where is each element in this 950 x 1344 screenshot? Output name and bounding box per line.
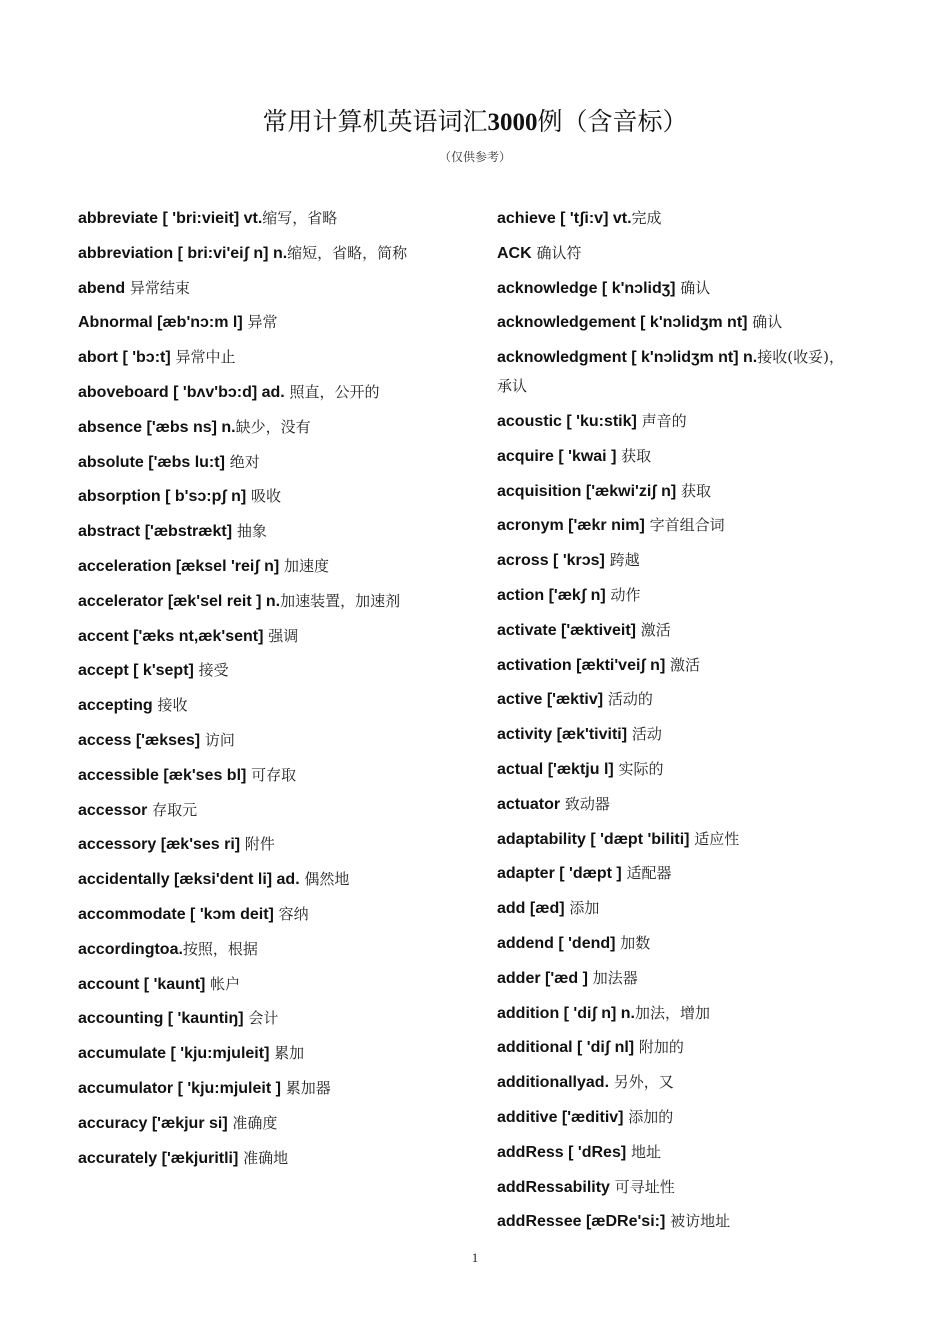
vocab-definition: 激活 [665,655,701,674]
vocab-entry [78,343,428,372]
vocab-entry [78,239,428,268]
vocab-entry [78,378,428,407]
page-subtitle: （仅供参考） [438,150,511,164]
vocab-word: acquire [ 'kwai ] [497,447,617,465]
vocab-entry [78,726,428,755]
vocab-definition: 确认符 [531,243,582,262]
vocab-word: abort [ 'bɔ:t] [78,349,171,367]
vocab-word: activity [æk'tiviti] [497,726,628,744]
vocab-entry [497,239,847,268]
vocab-entry [78,970,428,999]
vocab-entry [78,517,428,546]
vocab-word: actual ['æktju l] [497,760,614,778]
vocab-word: additive ['æditiv] [497,1108,624,1126]
vocab-word: accepting [78,697,153,715]
vocab-entry [78,204,428,233]
vocab-definition: 活动的 [603,690,653,709]
vocab-word: accidentally [æksi'dent li] ad. [78,871,300,889]
vocab-entry [78,900,428,929]
vocab-word: active ['æktiv] [497,691,604,709]
page-title [0,104,950,141]
vocab-entry [497,546,847,575]
vocab-entry [78,935,428,964]
vocab-entry [78,1004,428,1033]
vocab-entry [78,691,428,720]
vocab-word: additional [ 'diʃ nl] [497,1039,635,1057]
vocab-definition: 偶然地 [299,870,350,889]
page-number: 1 [471,1250,479,1265]
vocab-entry [78,448,428,477]
vocab-entry [497,1173,847,1202]
vocab-definition: 获取 [676,481,711,500]
vocab-entry [497,825,847,854]
vocab-definition: 添加的 [623,1107,674,1126]
vocab-word: actuator [497,795,561,813]
right-column [497,204,847,1242]
vocab-word: adder ['æd ] [497,969,588,987]
vocab-word: activate ['æktiveit] [497,621,636,639]
vocab-word: accent ['æks nt,æk'sent] [78,627,264,645]
vocab-word: accumulate [ 'kju:mjuleit] [78,1045,270,1063]
vocab-definition: 可存取 [246,765,297,784]
vocab-word: across [ 'krɔs] [497,552,605,570]
vocab-entry [78,308,428,337]
vocab-word: achieve [ 'tʃi:v] vt. [497,210,632,227]
vocab-word: accelerator [æk'sel reit ] n. [78,592,281,610]
title-suffix: 例（含音标） [537,107,688,136]
vocab-entry [78,622,428,651]
vocab-entry [78,413,428,442]
vocab-entry [78,1039,428,1068]
vocab-entry [497,894,847,923]
vocab-entry [497,1138,847,1167]
vocab-entry [497,651,847,680]
vocab-word: absorption [ b'sɔ:pʃ n] [78,488,247,506]
vocab-definition: 累加 [269,1044,305,1063]
vocab-word: addition [ 'diʃ n] n. [497,1004,635,1022]
vocab-word: abend [78,279,126,297]
vocab-entry [78,1144,428,1173]
vocab-entry [78,830,428,859]
vocab-entry [78,1109,428,1138]
vocab-entry [497,616,847,645]
vocab-word: acknowledgement [ k'nɔlidʒm nt] [497,314,748,332]
vocab-entry [497,964,847,993]
vocab-entry [497,720,847,749]
vocab-entry [497,581,847,610]
vocab-definition: 被访地址 [665,1212,731,1231]
vocab-definition: 缺少，没有 [235,417,311,436]
vocab-word: abbreviation [ bri:vi'eiʃ n] n. [78,244,288,262]
vocab-definition: 加速装置，加速剂 [280,591,401,610]
vocab-definition: 可寻址性 [609,1177,675,1196]
vocab-definition: 加数 [615,933,651,952]
vocab-definition: 获取 [616,446,652,465]
vocab-word: Abnormal [æb'nɔ:m l] [78,314,243,332]
vocab-definition: 适应性 [689,829,740,848]
vocab-word: accurately ['ækjuritli] [78,1149,239,1167]
vocab-entry [497,1068,847,1097]
vocab-definition: 吸收 [246,487,282,506]
vocab-definition: 接收(收妥)，承认 [497,348,844,396]
vocab-entry [497,929,847,958]
vocab-definition: 致动器 [560,794,610,813]
vocab-word: add [æd] [497,900,565,918]
vocab-definition: 另外，又 [609,1073,674,1092]
vocab-definition: 抽象 [232,522,267,541]
vocab-definition: 跨越 [604,551,640,570]
vocab-word: addRess [ 'dRes] [497,1143,627,1161]
vocab-definition: 绝对 [224,452,260,471]
vocab-definition: 适配器 [621,864,672,883]
vocab-entry [497,511,847,540]
vocab-entry [497,755,847,784]
vocab-definition: 激活 [635,620,671,639]
vocab-word: additionallyad. [497,1074,610,1092]
vocab-word: acknowledge [ k'nɔlidʒ] [497,279,676,297]
title-number: 3000 [487,109,538,136]
vocab-entry [497,477,847,506]
vocab-word: acoustic [ 'ku:stik] [497,412,637,430]
vocab-entry [497,999,847,1028]
vocab-word: addend [ 'dend] [497,934,616,952]
vocab-definition: 缩写，省略 [262,209,338,227]
vocab-entry [497,274,847,303]
vocab-definition: 准确度 [227,1113,278,1132]
vocab-word: addRessee [æDRe'si:] [497,1213,666,1231]
vocab-definition: 异常中止 [170,348,236,367]
vocab-word: acronym ['ækr nim] [497,517,645,535]
vocab-definition: 确认 [675,278,711,297]
vocab-entry [497,407,847,436]
vocab-definition: 强调 [263,626,299,645]
vocab-word: aboveboard [ 'bʌv'bɔ:d] ad. [78,383,285,401]
vocab-definition: 完成 [631,209,662,227]
vocab-entry [497,859,847,888]
vocab-entry [78,761,428,790]
vocab-entry [497,308,847,337]
vocab-word: acquisition ['ækwi'ziʃ n] [497,482,677,500]
vocab-word: accuracy ['ækjur si] [78,1114,228,1132]
vocab-definition: 动作 [605,585,641,604]
vocab-word: action ['ækʃ n] [497,586,606,604]
vocab-definition: 准确地 [238,1148,289,1167]
vocab-definition: 照直，公开的 [284,382,380,401]
vocab-definition: 容纳 [273,904,309,923]
left-column [78,204,428,1178]
vocab-definition: 添加 [564,899,600,918]
vocab-word: acceleration [æksel 'reiʃ n] [78,557,280,575]
vocab-word: absolute ['æbs lu:t] [78,453,225,471]
vocab-entry [78,552,428,581]
vocab-word: accounting [ 'kauntiŋ] [78,1010,244,1028]
vocab-entry [78,482,428,511]
vocab-word: accumulator [ 'kju:mjuleit ] [78,1079,281,1097]
vocab-definition: 接收 [152,696,188,715]
vocab-definition: 按照，根据 [182,939,258,958]
vocab-word: acknowledgment [ k'nɔlidʒm nt] n. [497,349,758,367]
vocab-definition: 加法器 [587,968,638,987]
vocab-entry [78,865,428,894]
vocab-definition: 地址 [626,1142,661,1161]
vocab-entry [497,1033,847,1062]
vocab-entry [78,587,428,616]
vocab-word: accept [ k'sept] [78,662,194,680]
vocab-entry [497,442,847,471]
vocab-entry [497,343,847,401]
vocab-definition: 实际的 [613,759,664,778]
vocab-definition: 访问 [200,730,235,749]
vocab-entry [497,204,847,233]
vocab-word: account [ 'kaunt] [78,975,206,993]
vocab-word: ACK [497,244,532,262]
vocab-word: accommodate [ 'kɔm deit] [78,905,274,923]
vocab-definition: 接受 [193,661,229,680]
vocab-definition: 加速度 [279,556,329,575]
title-prefix: 常用计算机英语词汇 [262,107,488,136]
vocab-word: adapter [ 'dæpt ] [497,865,622,883]
vocab-entry [78,274,428,303]
vocab-definition: 声音的 [636,411,687,430]
vocab-word: adaptability [ 'dæpt 'biliti] [497,830,690,848]
vocab-definition: 字首组合词 [644,516,725,535]
vocab-definition: 异常结束 [125,278,190,297]
vocab-definition: 活动 [627,725,662,744]
vocab-definition: 帐户 [205,974,241,993]
vocab-word: accessory [æk'ses ri] [78,836,241,854]
vocab-definition: 确认 [747,313,783,332]
vocab-entry [78,796,428,825]
vocab-word: abbreviate [ 'bri:vieit] vt. [78,210,263,227]
vocab-definition: 附件 [240,835,275,854]
vocab-definition: 会计 [243,1009,279,1028]
vocab-word: abstract ['æbstrækt] [78,523,233,541]
vocab-word: accessor [78,801,148,819]
vocab-entry [78,1074,428,1103]
vocab-entry [497,790,847,819]
vocab-word: access ['ækses] [78,731,201,749]
vocab-entry [497,1103,847,1132]
vocab-word: absence ['æbs ns] n. [78,418,236,436]
vocab-word: accordingtoa. [78,940,183,958]
vocab-definition: 缩短，省略，简称 [287,243,408,262]
vocab-entry [497,1207,847,1236]
vocab-word: activation [ækti'veiʃ n] [497,656,666,674]
vocab-entry [78,656,428,685]
vocab-word: accessible [æk'ses bl] [78,766,247,784]
vocab-definition: 累加器 [280,1078,331,1097]
vocab-definition: 存取元 [147,800,198,819]
vocab-definition: 附加的 [634,1038,684,1057]
vocab-entry [497,685,847,714]
vocab-definition: 异常 [242,313,278,332]
vocab-word: addRessability [497,1178,610,1196]
vocab-definition: 加法，增加 [635,1003,711,1022]
